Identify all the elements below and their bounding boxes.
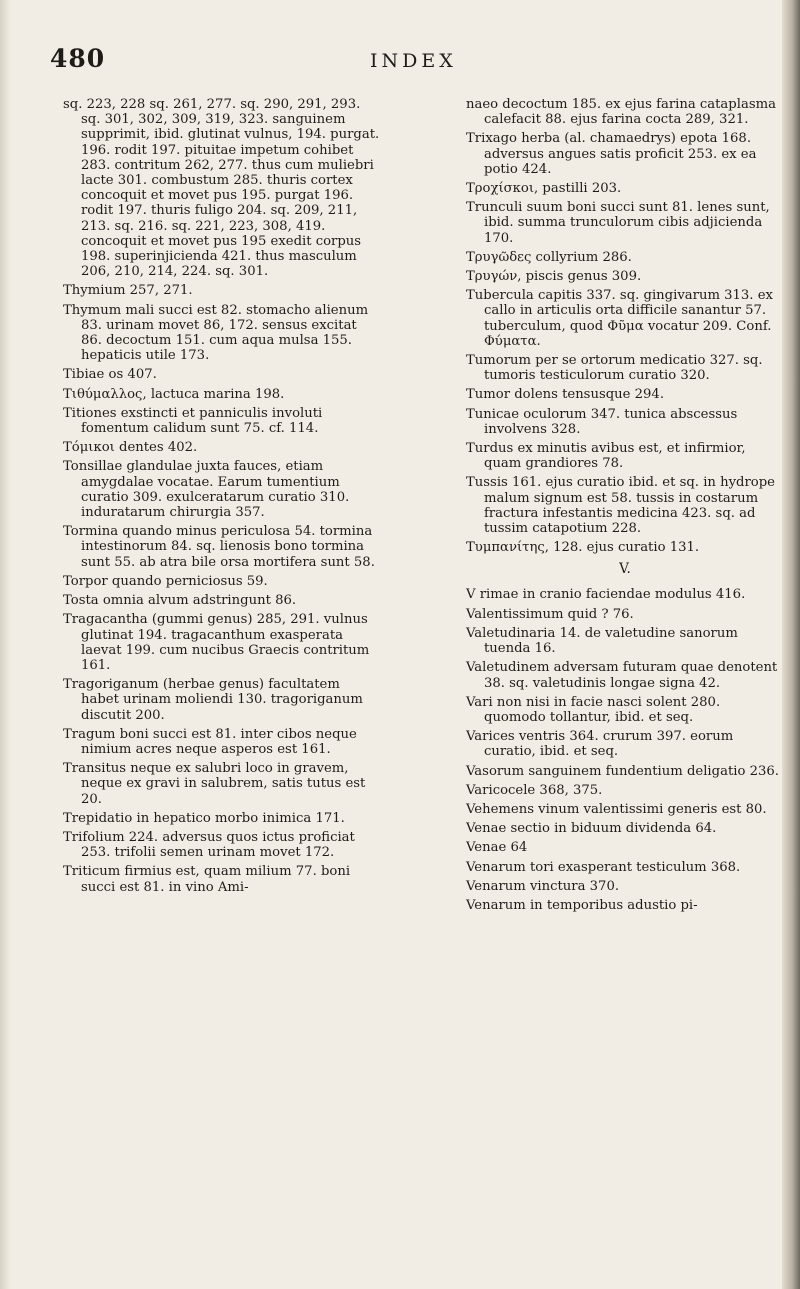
- index-entry: Tunicae oculorum 347. tunica abscessus involvens 328.: [466, 406, 738, 437]
- index-entry: Triticum firmius est, quam milium 77. boni succi est 81. in vino Ami-: [63, 864, 351, 895]
- index-entry: Τρυγῶδες collyrium 286.: [466, 249, 632, 265]
- running-head: INDEX: [370, 50, 457, 72]
- index-entry: Thymum mali succi est 82. stomacho alienum 83. urinam movet 86, 172. sensus excitat 86. decoctum 151. cum aqua mulsa 155. hepaticis utile 173.: [63, 302, 369, 364]
- index-entry: Varices ventris 364. crurum 397. eorum curatio, ibid. et seq.: [466, 729, 734, 760]
- index-entry: Vehemens vinum valentissimi generis est 80.: [466, 801, 767, 817]
- index-entry: Τροχίσκοι, pastilli 203.: [466, 181, 622, 197]
- index-entry: Τιθύμαλλος, lactuca marina 198.: [63, 386, 285, 402]
- index-entry: Τυμπανίτης, 128. ejus curatio 131.: [466, 540, 700, 556]
- index-entry: Titiones exstincti et panniculis involuti fomentum calidum sunt 75. cf. 114.: [63, 405, 323, 437]
- index-entry: Valentissimum quid ? 76.: [466, 606, 634, 622]
- section-letter-v: V.: [619, 561, 631, 578]
- index-entry: Tumor dolens tensusque 294.: [466, 387, 665, 403]
- index-entry: Tumorum per se ortorum medicatio 327. sq. tumoris testiculorum curatio 320.: [466, 353, 763, 384]
- index-entry: Tonsillae glandulae juxta fauces, etiam amygdalae vocatae. Earum tumentium curatio 309. exulceratarum curatio 310. induratarum chirurgia 357.: [63, 459, 350, 521]
- index-entry: Vasorum sanguinem fundentium deligatio 236.: [466, 763, 779, 779]
- index-entry: Valetudinem adversam futuram quae denotent 38. sq. valetudinis longae signa 42.: [466, 660, 778, 691]
- index-entry: sq. 223, 228 sq. 261, 277. sq. 290, 291, 293. sq. 301, 302, 309, 319, 323. sanguinem supprimit, ibid. glutinat vulnus, 194. purgat. 196. rodit 197. pituitae impetum cohibet 283. contritum 262, 277. thus cum muliebri lacte 301. combustum 285. thuris cortex concoquit et movet pus 195. purgat 196. rodit 197. thuris fuligo 204. sq. 209, 211, 213. sq. 216. sq. 221, 223, 308, 419. concoquit et movet pus 195 exedit corpus 198. superinjicienda 421. thus masculum 206, 210, 214, 224. sq. 301.: [63, 97, 380, 280]
- index-entry: Tormina quando minus periculosa 54. tormina intestinorum 84. sq. lienosis bono tormina sunt 55. ab atra bile orsa mortifera sunt 58.: [63, 524, 375, 570]
- index-entry: Varicocele 368, 375.: [466, 782, 603, 798]
- index-entry: Trifolium 224. adversus quos ictus proficiat 253. trifolii semen urinam movet 172.: [63, 829, 355, 861]
- index-entry: Venarum in temporibus adustio pi-: [466, 897, 698, 913]
- index-entry: Torpor quando perniciosus 59.: [63, 573, 268, 589]
- index-entry: Trixago herba (al. chamaedrys) epota 168. adversus angues satis proficit 253. ex ea potio 424.: [466, 131, 757, 177]
- index-entry: Transitus neque ex salubri loco in gravem, neque ex gravi in salubrem, satis tutus est 20.: [63, 761, 366, 807]
- index-entry: Venarum vinctura 370.: [466, 878, 620, 894]
- page-left-shadow: [0, 0, 10, 1289]
- right-column: [466, 97, 784, 917]
- index-entry: Tragum boni succi est 81. inter cibos neque nimium acres neque asperos est 161.: [63, 726, 357, 757]
- index-entry: Venae 64: [466, 840, 528, 856]
- index-entry: Tragoriganum (herbae genus) facultatem habet urinam moliendi 130. tragoriganum discutit 200.: [63, 677, 363, 723]
- index-entry: Tragacantha (gummi genus) 285, 291. vulnus glutinat 194. tragacanthum exasperata laevat 199. cum nucibus Graecis contritum 161.: [63, 612, 370, 673]
- index-entry: Trepidatio in hepatico morbo inimica 171.: [63, 810, 345, 826]
- index-entry: Turdus ex minutis avibus est, et infirmior, quam grandiores 78.: [466, 441, 746, 472]
- page-header: [0, 44, 800, 84]
- page-spine-shadow: [782, 0, 800, 1289]
- index-entry: Tibiae os 407.: [63, 367, 157, 383]
- index-entry: Vari non nisi in facie nasci solent 280. quomodo tollantur, ibid. et seq.: [466, 694, 721, 725]
- index-entry: Tosta omnia alvum adstringunt 86.: [63, 593, 297, 609]
- index-entry: Valetudinaria 14. de valetudine sanorum tuenda 16.: [466, 625, 738, 657]
- index-entry: Trunculi suum boni succi sunt 81. lenes sunt, ibid. summa trunculorum cibis adjicienda 170.: [466, 200, 770, 246]
- left-column: [63, 97, 381, 899]
- index-entry: Venae sectio in biduum dividenda 64.: [466, 821, 717, 837]
- index-entry: Thymium 257, 271.: [63, 283, 193, 299]
- index-entry: naeo decoctum 185. ex ejus farina cataplasma calefacit 88. ejus farina cocta 289, 321.: [466, 97, 776, 128]
- index-entry: Tubercula capitis 337. sq. gingivarum 313. ex callo in articulis orta difficile sanantur 57. tuberculum, quod Φῦμα vocatur 209. Conf. Φύματα.: [466, 288, 773, 349]
- index-entry: Venarum tori exasperant testiculum 368.: [466, 859, 741, 875]
- index-entry: Tussis 161. ejus curatio ibid. et sq. in hydrope malum signum est 58. tussis in costarum fractura infestantis medicina 423. sq. ad tussim catapotium 228.: [466, 475, 775, 537]
- page-number: 480: [50, 44, 106, 73]
- index-entry: Τρυγών, piscis genus 309.: [466, 269, 642, 285]
- index-entry: Τόμικοι dentes 402.: [63, 440, 198, 456]
- index-entry: V rimae in cranio faciendae modulus 416.: [466, 587, 746, 603]
